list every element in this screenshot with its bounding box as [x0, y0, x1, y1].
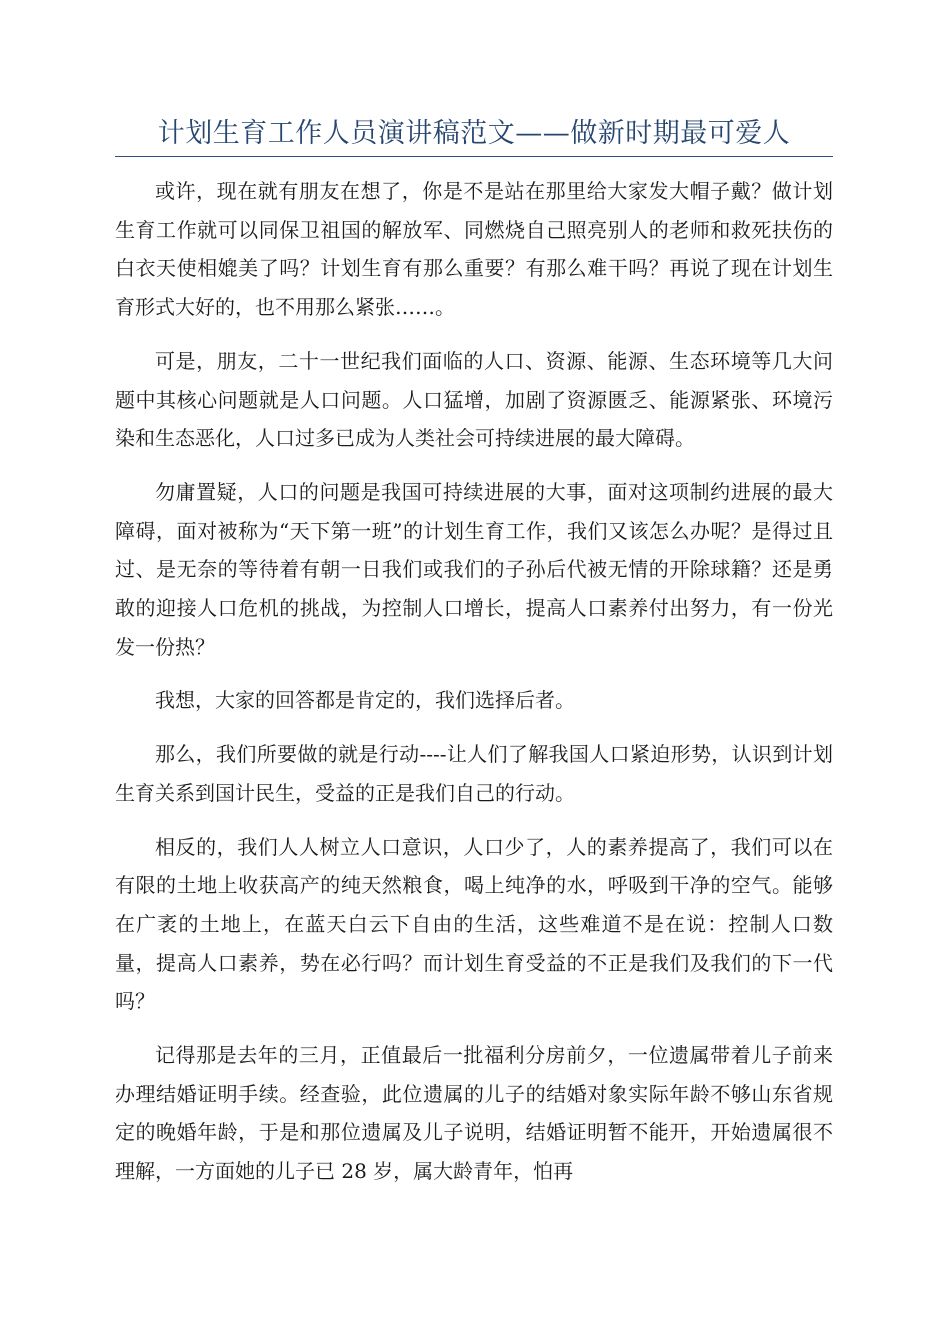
paragraph-3: 勿庸置疑，人口的问题是我国可持续进展的大事，面对这项制约进展的最大障碍，面对被称为“天下第一班”的计划生育工作，我们又该怎么办呢？是得过且过、是无奈的等待着有朝一日我们或我们的子孙后代被无情的开除球籍？还是勇敢的迎接人口危机的挑战，为控制人口增长，提高人口素养付出努力，有一份光发一份热？	[115, 479, 833, 659]
document-body	[115, 172, 833, 1206]
paragraph-2: 可是，朋友，二十一世纪我们面临的人口、资源、能源、生态环境等几大问题中其核心问题就是人口问题。人口猛增，加剧了资源匮乏、能源紧张、环境污染和生态恶化，人口过多已成为人类社会可持续进展的最大障碍。	[115, 348, 833, 451]
paragraph-6: 相反的，我们人人树立人口意识，人口少了，人的素养提高了，我们可以在有限的土地上收获高产的纯天然粮食，喝上纯净的水，呼吸到干净的空气。能够在广袤的土地上，在蓝天白云下自由的生活，这些难道不是在说：控制人口数量，提高人口素养，势在必行吗？而计划生育受益的不正是我们及我们的下一代吗？	[115, 834, 833, 1014]
title-block	[115, 114, 833, 157]
page-title: 计划生育工作人员演讲稿范文——做新时期最可爱人	[157, 118, 791, 149]
paragraph-4: 我想，大家的回答都是肯定的，我们选择后者。	[155, 688, 575, 713]
paragraph-7: 记得那是去年的三月，正值最后一批福利分房前夕，一位遗属带着儿子前来办理结婚证明手续。经查验，此位遗属的儿子的结婚对象实际年龄不够山东省规定的晚婚年龄，于是和那位遗属及儿子说明，结婚证明暂不能开，开始遗属很不理解，一方面她的儿子已 28 岁，属大龄青年，怕再	[115, 1043, 833, 1184]
paragraph-5: 那么，我们所要做的就是行动----让人们了解我国人口紧迫形势，认识到计划生育关系到国计民生，受益的正是我们自己的行动。	[115, 742, 833, 805]
paragraph-1: 或许，现在就有朋友在想了，你是不是站在那里给大家发大帽子戴？做计划生育工作就可以同保卫祖国的解放军、同燃烧自己照亮别人的老师和救死扶伤的白衣天使相媲美了吗？计划生育有那么重要？有那么难干吗？再说了现在计划生育形式大好的，也不用那么紧张……。	[115, 179, 833, 320]
